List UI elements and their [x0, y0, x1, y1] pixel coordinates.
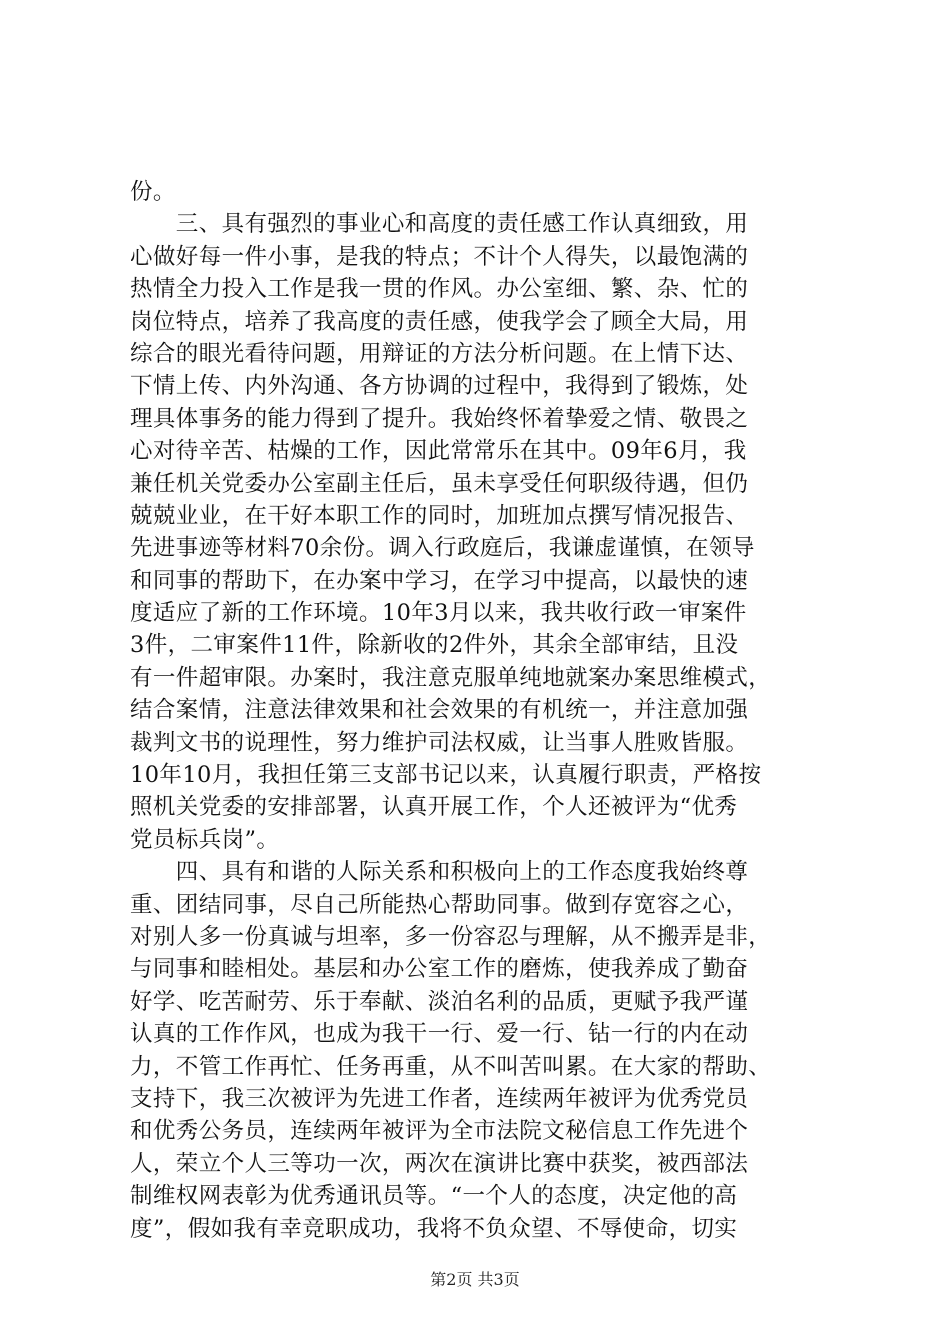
text-line: 制维权网表彰为优秀通讯员等。“一个人的态度，决定他的高 — [130, 1183, 738, 1210]
text-line: 心做好每一件小事，是我的特点；不计个人得失，以最饱满的 — [130, 243, 749, 270]
text-line: 心对待辛苦、枯燥的工作，因此常常乐在其中。09年6月，我 — [130, 438, 747, 465]
text-line: 3件，二审案件11件，除新收的2件外，其余全部审结，且没 — [130, 632, 739, 659]
text-line: 重、团结同事，尽自己所能热心帮助同事。做到存宽容之心， — [130, 891, 749, 918]
text-line: 人，荣立个人三等功一次，两次在演讲比赛中获奖，被西部法 — [130, 1150, 749, 1177]
text-line: 认真的工作作风，也成为我干一行、爱一行、钻一行的内在动 — [130, 1021, 749, 1048]
body-text — [130, 176, 830, 1245]
text-line: 支持下，我三次被评为先进工作者，连续两年被评为优秀党员 — [130, 1085, 749, 1112]
text-line: 热情全力投入工作是我一贯的作风。办公室细、繁、杂、忙的 — [130, 276, 749, 303]
text-line: 好学、吃苦耐劳、乐于奉献、淡泊名利的品质，更赋予我严谨 — [130, 988, 749, 1015]
text-line: 度适应了新的工作环境。10年3月以来，我共收行政一审案件 — [130, 600, 747, 627]
text-line: 结合案情，注意法律效果和社会效果的有机统一，并注意加强 — [130, 697, 749, 724]
text-line: 10年10月，我担任第三支部书记以来，认真履行职责，严格按 — [130, 762, 762, 789]
text-line: 份。 — [130, 179, 176, 205]
text-line: 下情上传、内外沟通、各方协调的过程中，我得到了锻炼，处 — [130, 373, 749, 400]
text-line: 对别人多一份真诚与坦率，多一份容忍与理解，从不搬弄是非， — [130, 923, 772, 950]
text-line: 力，不管工作再忙、任务再重，从不叫苦叫累。在大家的帮助、 — [130, 1053, 772, 1080]
page-number-label: 第2页 共3页 — [430, 1270, 520, 1289]
text-line: 照机关党委的安排部署，认真开展工作，个人还被评为“优秀 — [130, 794, 738, 821]
text-line: 综合的眼光看待问题，用辩证的方法分析问题。在上情下达、 — [130, 340, 749, 367]
text-line: 裁判文书的说理性，努力维护司法权威，让当事人胜败皆服。 — [130, 729, 749, 756]
text-line: 与同事和睦相处。基层和办公室工作的磨炼，使我养成了勤奋 — [130, 956, 749, 983]
text-line: 和同事的帮助下，在办案中学习，在学习中提高，以最快的速 — [130, 567, 749, 594]
text-line: 和优秀公务员，连续两年被评为全市法院文秘信息工作先进个 — [130, 1118, 749, 1145]
text-line: 四、具有和谐的人际关系和积极向上的工作态度我始终尊 — [130, 859, 749, 886]
text-line: 兢兢业业，在干好本职工作的同时，加班加点撰写情况报告、 — [130, 502, 749, 529]
text-line: 党员标兵岗”。 — [130, 826, 280, 853]
text-line: 度”，假如我有幸竞职成功，我将不负众望、不辱使命，切实 — [130, 1215, 738, 1242]
text-line: 理具体事务的能力得到了提升。我始终怀着挚爱之情、敬畏之 — [130, 405, 749, 432]
text-line: 三、具有强烈的事业心和高度的责任感工作认真细致，用 — [130, 211, 749, 238]
text-line: 兼任机关党委办公室副主任后，虽未享受任何职级待遇，但仍 — [130, 470, 749, 497]
text-line: 岗位特点，培养了我高度的责任感，使我学会了顾全大局，用 — [130, 308, 749, 335]
page-footer — [0, 1270, 950, 1290]
text-line: 先进事迹等材料70余份。调入行政庭后，我谦虚谨慎，在领导 — [130, 535, 755, 562]
text-line: 有一件超审限。办案时，我注意克服单纯地就案办案思维模式， — [130, 664, 772, 691]
